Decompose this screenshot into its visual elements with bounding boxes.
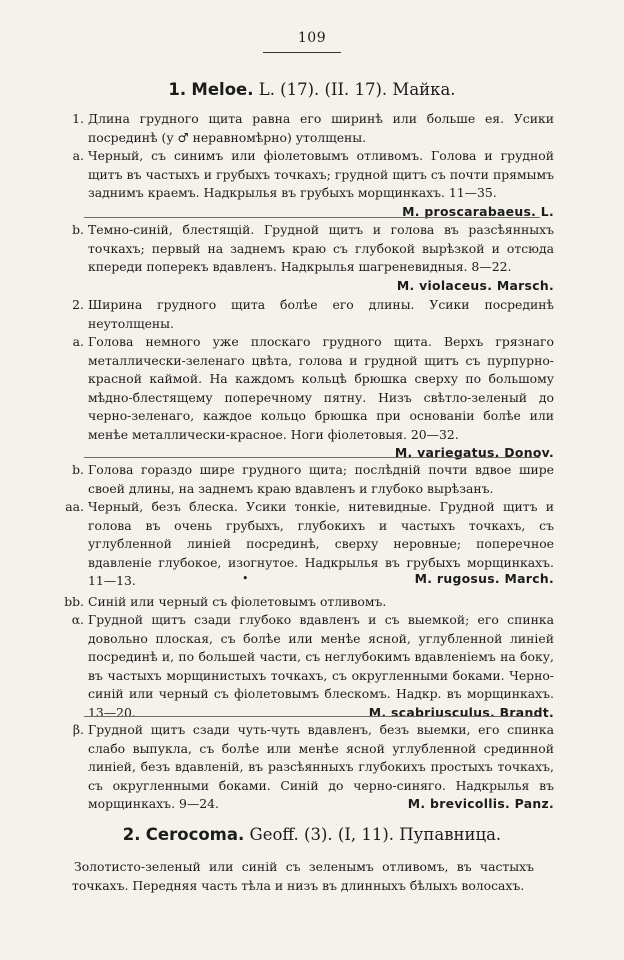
key-marker: a. [72, 148, 84, 163]
key-text: Грудной щитъ сзади чуть-чуть вдавленъ, безъ выемки, его спинка слабо выпукла, съ болѣе или менѣе ясной углубленной срединной линіей, безъ вдавленій, въ разсѣянныхъ глубокихъ простыхъ точкахъ, съ округленными боками. Синій до черно-синяго. Надкрылья въ морщинкахъ. 9—24. [88, 722, 554, 811]
key-marker: a. [72, 334, 84, 349]
key-marker: 2. [72, 297, 84, 312]
key-text: Черный, съ синимъ или фіолетовымъ отливомъ. Голова и грудной щитъ въ частыхъ и грубыхъ точкахъ; грудной щитъ съ почти прямымъ заднимъ краемъ. Надкрылья въ грубыхъ морщинкахъ. 11—35. [88, 148, 554, 200]
genus-name: Meloe. [191, 80, 254, 99]
key-entry-2a [58, 333, 554, 460]
key-text: Голова немного уже плоскаго грудного щита. Верхъ грязнаго металлически-зеленаго цвѣта, голова и грудной щитъ съ пурпурно-красной каймой. На каждомъ кольцѣ брюшка сверху по большому мѣдно-блестящему поперечному пятну. Низъ свѣтло-зеленый до черно-зеленаго, каждое кольцо брюшка при основаніи болѣе или менѣе металлически-красное. Ноги фіолетовыя. 20—32. [88, 334, 554, 442]
separator-line [84, 457, 540, 458]
species-name: M. scabriusculus. Brandt. [368, 704, 554, 720]
key-marker: α. [71, 612, 84, 627]
key-entry-1 [58, 110, 554, 147]
stray-dot: • [242, 572, 249, 585]
key-entry-2b-aa [58, 498, 554, 591]
key-marker: b. [72, 462, 84, 477]
page-number-rule [263, 52, 341, 53]
key-entry-2b [58, 461, 554, 498]
key-marker: bb. [64, 594, 84, 609]
separator-line [84, 716, 540, 717]
key-marker: aa. [65, 499, 84, 514]
key-text: Длина грудного щита равна его ширинѣ или больше ея. Усики посрединѣ (у ♂ неравномѣрно) утолщены. [88, 111, 554, 145]
key-entry-1b [58, 221, 554, 293]
species-name: M. rugosus. March. [414, 571, 554, 586]
key-text: Синій или черный съ фіолетовымъ отливомъ. [88, 594, 387, 609]
separator-line [84, 217, 540, 218]
species-name: M. brevicollis. Panz. [407, 796, 554, 811]
key-text: Ширина грудного щита болѣе его длины. Усики посрединѣ неутолщены. [88, 297, 554, 331]
page-number: 109 [297, 30, 327, 46]
genus-number: 2. [122, 825, 141, 844]
genus-heading-meloe [0, 80, 624, 99]
key-marker: b. [72, 222, 84, 237]
key-entry-2b-bb [58, 593, 554, 612]
key-entry-1a [58, 147, 554, 219]
genus-number: 1. [168, 80, 187, 99]
genus-authority: L. (17). (II. 17). Майка. [258, 80, 456, 99]
key-marker: β. [72, 722, 84, 737]
genus-name: Cerocoma. [145, 825, 245, 844]
species-name: M. violaceus. Marsch. [396, 277, 554, 293]
key-text: Темно-синій, блестящій. Грудной щитъ и голова въ разсѣянныхъ точкахъ; первый на заднемъ краю съ глубокой вырѣзкой и отсюда кпереди поперекъ вдавленъ. Надкрылья шагреневидныя. 8—22. [88, 222, 554, 274]
key-entry-2 [58, 296, 554, 333]
genus-authority: Geoff. (3). (I, 11). Пупавница. [249, 825, 502, 844]
key-entry-beta [58, 721, 554, 814]
species-name: M. variegatus. Donov. [394, 445, 554, 460]
genus-description: Золотисто-зеленый или синій съ зеленымъ отливомъ, въ частыхъ точкахъ. Передняя часть тѣла и низъ въ длинныхъ бѣлыхъ волосахъ. [72, 859, 534, 893]
key-text: Голова гораздо шире грудного щита; послѣдній почти вдвое шире своей длины, на заднемъ краю вдавленъ и глубоко вырѣзанъ. [88, 462, 554, 496]
genus-heading-cerocoma [0, 825, 624, 844]
key-text: Грудной щитъ сзади глубоко вдавленъ и съ выемкой; его спинка довольно плоская, съ болѣе или менѣе ясной, углубленной линіей посрединѣ и, по большей части, съ неглубокимъ вдавленіемъ на боку, въ частыхъ морщинистыхъ точкахъ, съ округленными боками. Черно-синій или черный съ фіолетовымъ блескомъ. Надкр. въ морщинкахъ. 13—20. [88, 612, 554, 720]
key-text: Черный, безъ блеска. Усики тонкіе, нитевидные. Грудной щитъ и голова въ очень грубыхъ, глубокихъ и частыхъ точкахъ, съ углубленной линіей посрединѣ, сверху неровные; поперечное вдавленіе глубокое, изогнутое. Надкрылья въ грубыхъ морщинкахъ. 11—13. [88, 499, 554, 588]
species-name: M. proscarabaeus. L. [402, 203, 554, 219]
key-marker: 1. [72, 111, 84, 126]
key-entry-alpha [58, 611, 554, 722]
